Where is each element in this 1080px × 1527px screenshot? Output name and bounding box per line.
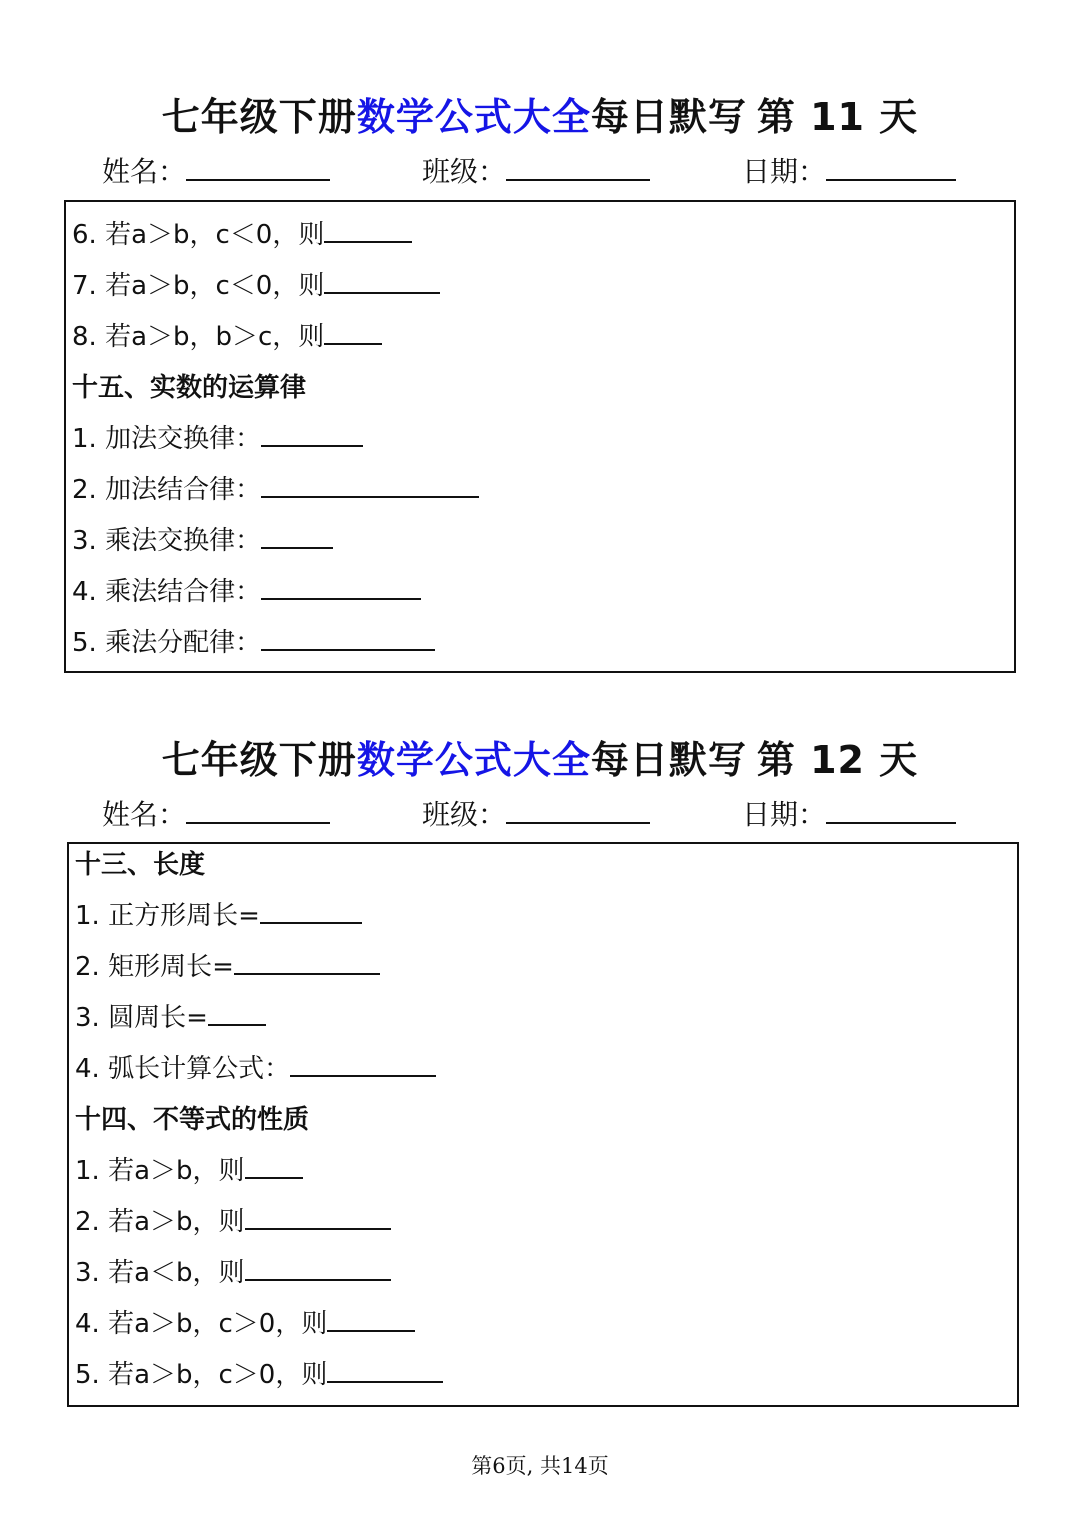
question-row: 3. 乘法交换律： — [72, 524, 333, 558]
date-label: 日期： — [742, 798, 827, 831]
class-label: 班级： — [422, 155, 507, 188]
title-suffix: 每日默写 — [590, 95, 747, 139]
date-blank[interactable] — [826, 155, 956, 181]
question-row: 4. 若a＞b，c＞0，则 — [75, 1307, 415, 1341]
question-row: 6. 若a＞b，c＜0，则 — [72, 218, 412, 252]
name-label: 姓名： — [102, 798, 187, 831]
title-prefix: 七年级下册 — [161, 95, 357, 139]
answer-blank[interactable] — [327, 1308, 415, 1332]
question-row: 2. 矩形周长= — [75, 950, 380, 984]
name-blank[interactable] — [186, 798, 330, 824]
question-row: 1. 正方形周长= — [75, 899, 362, 933]
date-label: 日期： — [742, 155, 827, 188]
question-row: 2. 加法结合律： — [72, 473, 479, 507]
sheet-1-question-box — [64, 200, 1016, 673]
sheet-2-question-box — [67, 842, 1019, 1407]
answer-blank[interactable] — [261, 576, 421, 600]
answer-blank[interactable] — [245, 1206, 391, 1230]
title-highlight: 数学公式大全 — [356, 738, 591, 782]
question-row: 1. 加法交换律： — [72, 422, 363, 456]
answer-blank[interactable] — [234, 951, 380, 975]
date-field — [742, 793, 956, 833]
title-suffix: 每日默写 — [590, 738, 747, 782]
answer-blank[interactable] — [324, 270, 440, 294]
question-row: 5. 乘法分配律： — [72, 626, 435, 660]
sheet-2-title — [0, 729, 1080, 784]
question-row: 8. 若a＞b，b＞c，则 — [72, 320, 382, 354]
answer-blank[interactable] — [261, 627, 435, 651]
class-blank[interactable] — [506, 155, 650, 181]
answer-blank[interactable] — [208, 1002, 266, 1026]
answer-blank[interactable] — [245, 1257, 391, 1281]
answer-blank[interactable] — [261, 423, 363, 447]
question-row: 7. 若a＞b，c＜0，则 — [72, 269, 440, 303]
question-row: 3. 圆周长= — [75, 1001, 266, 1035]
section-heading: 十三、长度 — [75, 850, 206, 880]
class-label: 班级： — [422, 798, 507, 831]
day-label: 第 12 天 — [756, 738, 919, 782]
answer-blank[interactable] — [245, 1155, 303, 1179]
answer-blank[interactable] — [290, 1053, 436, 1077]
answer-blank[interactable] — [260, 900, 362, 924]
question-row: 1. 若a＞b，则 — [75, 1154, 303, 1188]
answer-blank[interactable] — [327, 1359, 443, 1383]
name-label: 姓名： — [102, 155, 187, 188]
date-blank[interactable] — [826, 798, 956, 824]
question-row: 2. 若a＞b，则 — [75, 1205, 391, 1239]
name-field — [102, 150, 330, 190]
page-footer: 第6页, 共14页 — [471, 1454, 609, 1478]
section-heading: 十五、实数的运算律 — [72, 373, 307, 403]
question-row: 4. 乘法结合律： — [72, 575, 421, 609]
section-heading: 十四、不等式的性质 — [75, 1105, 310, 1135]
answer-blank[interactable] — [261, 474, 479, 498]
title-prefix: 七年级下册 — [161, 738, 357, 782]
answer-blank[interactable] — [324, 321, 382, 345]
name-field — [102, 793, 330, 833]
answer-blank[interactable] — [324, 219, 412, 243]
class-blank[interactable] — [506, 798, 650, 824]
class-field — [422, 150, 650, 190]
answer-blank[interactable] — [261, 525, 333, 549]
question-row: 5. 若a＞b，c＞0，则 — [75, 1358, 443, 1392]
question-row: 4. 弧长计算公式： — [75, 1052, 436, 1086]
title-highlight: 数学公式大全 — [356, 95, 591, 139]
question-row: 3. 若a＜b，则 — [75, 1256, 391, 1290]
sheet-1-title — [0, 86, 1080, 141]
class-field — [422, 793, 650, 833]
day-label: 第 11 天 — [756, 95, 919, 139]
name-blank[interactable] — [186, 155, 330, 181]
date-field — [742, 150, 956, 190]
